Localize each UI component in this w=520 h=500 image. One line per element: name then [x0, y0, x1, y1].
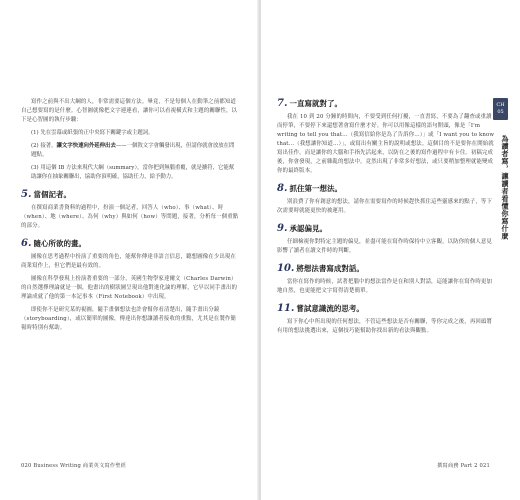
section-10-title: 將想法書寫成對話。	[296, 264, 364, 273]
section-6-paragraph-2: 圖像在科學發現上扮演著重要的一部分，英國生物學家達爾文（Charles Darwin）的自然選擇理論就是一個，他畫出的樹狀圖呈現出他對進化論的理解，它早以同手畫出的理論成就了他的第一本記事本（First Notebook）中出現。	[21, 276, 238, 300]
section-8-number: 8.	[277, 183, 288, 194]
section-5-title: 當個記者。	[33, 190, 71, 199]
section-6-paragraph-1: 圖像在思考過程中扮演了重要的角色，能幫你傳達非語言信息，聽想圖像在少出現在商業寫作上，但它們是最有效的。	[21, 254, 237, 269]
step-2-bold: 讓文字快速向外延伸出去	[56, 143, 116, 149]
left-footer: 020 Business Writing 商業英文寫作聖經	[21, 463, 127, 469]
section-7-heading	[277, 98, 497, 109]
section-10-paragraph: 當你在寫作的時候，試著把腦中的想法當作是在和別人對話，這能讓你在寫作時更加地自然，也更能把文字寫得清楚簡單。	[277, 279, 493, 294]
section-5-number: 5.	[21, 189, 32, 200]
step-1-text: (1) 先在雲幕或紙張的正中央寫下關鍵字或主題詞	[31, 130, 149, 136]
left-page	[0, 0, 259, 500]
section-9-title: 承認偏見。	[289, 224, 327, 233]
step-3	[31, 164, 239, 182]
section-5-heading	[21, 189, 239, 200]
section-7-number: 7.	[277, 98, 288, 109]
section-9-paragraph: 仔細檢視你對特定主題的偏見，並盡可能在寫作時保持中立客觀，以防你的個人意見影響了讀者在讀文件時的判斷。	[277, 239, 493, 254]
section-11-number: 11.	[277, 303, 295, 314]
section-5-paragraph: 在撰寫商業書資料的過程中，扮演一個記者，回答人（who）、事（what）、時（when）、地（where）、為何（why）與如何（how）等問題，接著，分析每一個重點的部分。	[21, 205, 239, 229]
section-6-number: 6.	[21, 238, 32, 249]
right-page	[261, 0, 520, 500]
section-11-title: 嘗試意識流的思考。	[296, 304, 364, 313]
step-1	[31, 129, 239, 138]
section-11-heading	[277, 303, 497, 314]
step-2-rest: ——一個敘文字會觸發出現，但請你就會放放在問題點。	[31, 143, 235, 158]
section-8-paragraph: 別浪費了你有創意的想法，請你在需要寫作的時候趕快抓住這些靈感來的點子，等下次需要時就能更快的被運用。	[277, 199, 493, 214]
chapter-vertical-title: 為讀者寫，讓讀者看懂你寫什麼	[501, 135, 510, 240]
step-3-text: (3) 用這個 IB 方法來現代大綱（summary），當你把到無腦重覆，就是擴符，它能幫助讓你在抽象關聯出，協助你頂明確，協助任力，給予動力。	[31, 165, 235, 180]
step-2	[31, 142, 239, 160]
right-column	[277, 98, 497, 340]
section-8-title: 抓住第一想法。	[289, 184, 342, 193]
section-9-number: 9.	[277, 223, 288, 234]
section-8-heading	[277, 183, 497, 194]
section-11-paragraph: 寫下你心中所出現的任何想法，不管這些想法是否有關聯，等你完成之後，再回頭將有用的想法挑選出來，這個技巧能幫助你找出新的看法與觀點。	[277, 319, 493, 334]
intro-paragraph: 寫作之前與不出大綱的人，非常需要這個方法。畢竟，不是每個人在動筆之前都知道自己想要寫的是什麼。心智圖就像把文字連連看，讓你可以看視橫式和主題的關聯性，以下是心智圖的執行步驟：	[21, 99, 238, 123]
chapter-tab: CH 05	[493, 98, 508, 120]
step-2-prefix: (2) 接著，	[31, 143, 57, 149]
section-6-paragraph-3: 即使你不是研究某的視圖，隨手畫個想法也許會幫你看清楚出，隨手畫出分鏡（storyboarding），或以簡單的圖像，傳達出你想讓讀者接收的重點，尤其是在製作簡報時特別有幫助。	[21, 307, 236, 331]
right-footer: 撰寫商務 Part 2 021	[437, 463, 490, 469]
section-9-heading	[277, 223, 497, 234]
section-7-paragraph: 我在 10 到 20 分鐘的時間內，不要受到任何打擾，一直書寫，不要為了翻查或重讀而停筆，不要停下來還想著會寫什麼才好。你可以用像這樣的語句開頭，像是「I'm writing to tell you that...（我寫信給你是為了告訴你…）」或「I want you to know that...（我想讓你知道…）」，或寫出有關主旨的說明或想法。這個目的不是要你在開始就寫出佳作，而是讓你的大腦和手指先活起來，以防在之後的寫作過程中有卡住。初稿完成後，你會發現，之前雜亂的想法中，竟然出現了非常多好想法，或只要稍加整理就能變成你的最終版本。	[277, 114, 495, 174]
section-10-heading	[277, 263, 497, 274]
section-10-number: 10.	[277, 263, 295, 274]
section-7-title: 一直寫就對了。	[289, 99, 342, 108]
section-6-title: 隨心所欲的畫。	[33, 239, 86, 248]
left-column	[21, 98, 239, 337]
step-1-rest: 。	[148, 130, 154, 136]
section-6-heading	[21, 238, 239, 249]
